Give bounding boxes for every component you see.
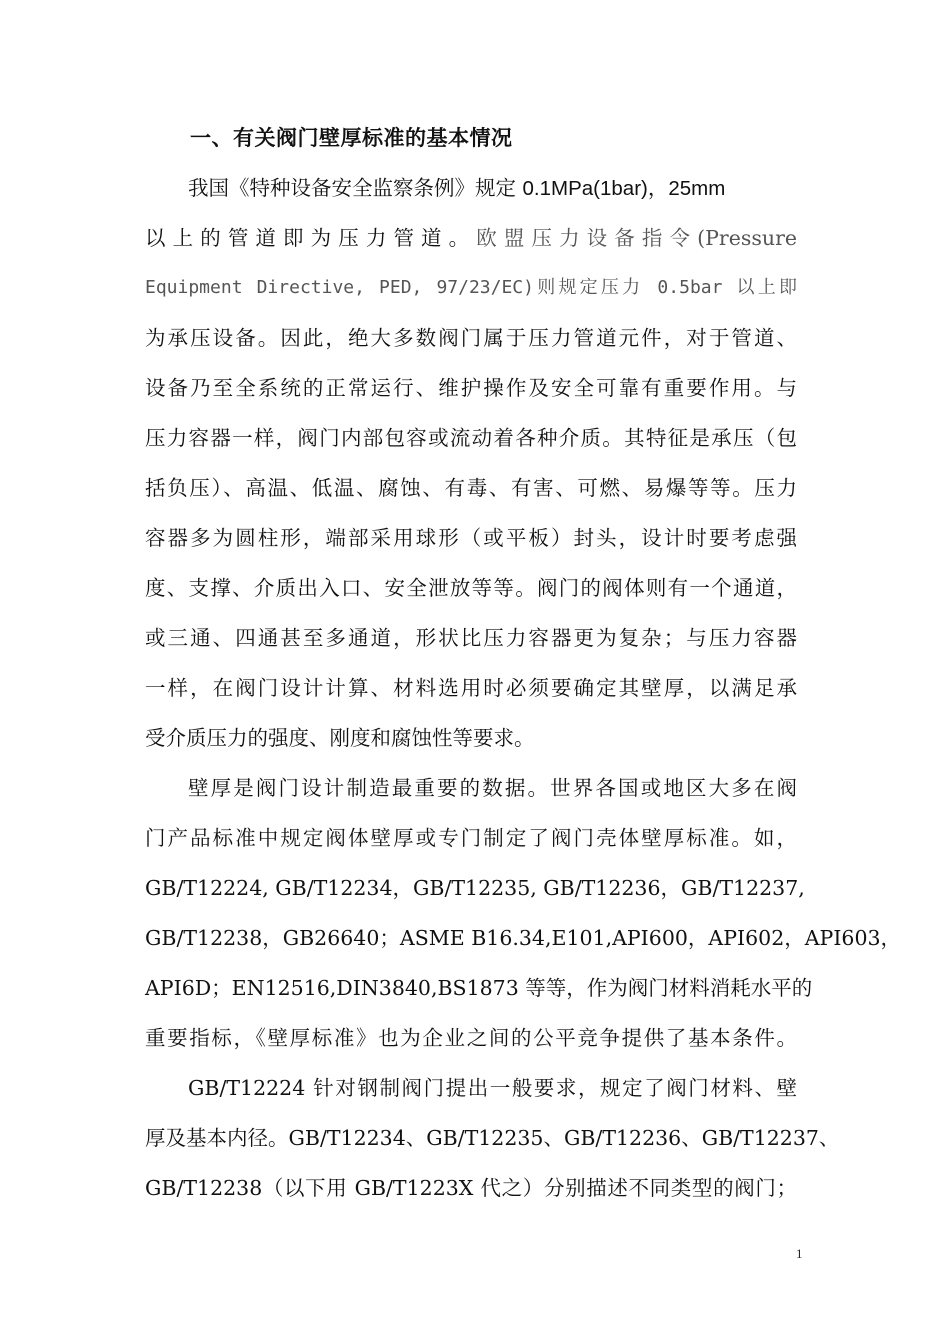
paragraph-1-line-11: 一样，在阀门设计计算、材料选用时必须要确定其壁厚，以满足承	[145, 676, 797, 700]
paragraph-1-line-2	[145, 222, 797, 254]
paragraph-1-line-2-grey: 欧盟压力设备指令(Pressure	[476, 226, 798, 250]
paragraph-2-line-3: GB/T12224, GB/T12234，GB/T12235, GB/T12236，GB/T12237,	[145, 876, 805, 900]
paragraph-2-line-5: API6D；EN12516,DIN3840,BS1873 等等，作为阀门材料消耗水平的	[145, 976, 813, 1000]
section-heading: 一、有关阀门壁厚标准的基本情况	[190, 126, 513, 150]
paragraph-1-line-4: 为承压设备。因此，绝大多数阀门属于压力管道元件，对于管道、	[145, 326, 797, 350]
paragraph-3-line-3: GB/T12238（以下用 GB/T1223X 代之）分别描述不同类型的阀门；	[145, 1176, 797, 1200]
paragraph-1-line-9: 度、支撑、介质出入口、安全泄放等等。阀门的阀体则有一个通道，	[145, 576, 797, 600]
paragraph-3-line-1: GB/T12224 针对钢制阀门提出一般要求，规定了阀门材料、壁	[188, 1076, 797, 1100]
paragraph-2-line-4: GB/T12238，GB26640；ASME B16.34,E101,API600，API602，API603，	[145, 926, 902, 950]
paragraph-1-line-10: 或三通、四通甚至多通道，形状比压力容器更为复杂；与压力容器	[145, 626, 797, 650]
paragraph-1-line-6: 压力容器一样，阀门内部包容或流动着各种介质。其特征是承压（包	[145, 426, 797, 450]
paragraph-1-line-1	[188, 172, 797, 205]
paragraph-1-line-2-main: 以上的管道即为压力管道。	[145, 226, 477, 250]
paragraph-1-line-1-suffix: 0.1MPa(1bar)，25mm	[522, 177, 726, 200]
paragraph-1-line-3: Equipment Directive, PED, 97/23/EC)则规定压力 0.5bar 以上即	[145, 277, 797, 298]
page-number: 1	[796, 1246, 803, 1261]
paragraph-1-line-12: 受介质压力的强度、刚度和腐蚀性等要求。	[145, 726, 535, 750]
paragraph-2-line-2: 门产品标准中规定阀体壁厚或专门制定了阀门壳体壁厚标准。如，	[145, 826, 797, 850]
paragraph-2-line-1: 壁厚是阀门设计制造最重要的数据。世界各国或地区大多在阀	[188, 776, 797, 800]
paragraph-1-line-8: 容器多为圆柱形，端部采用球形（或平板）封头，设计时要考虑强	[145, 526, 797, 550]
paragraph-1-line-7: 括负压）、高温、低温、腐蚀、有毒、有害、可燃、易爆等等。压力	[145, 476, 797, 500]
paragraph-1-line-5: 设备乃至全系统的正常运行、维护操作及安全可靠有重要作用。与	[145, 376, 797, 400]
paragraph-2-line-6: 重要指标，《壁厚标准》也为企业之间的公平竞争提供了基本条件。	[145, 1026, 797, 1050]
paragraph-1-line-1-prefix: 我国《特种设备安全监察条例》规定	[188, 176, 523, 200]
paragraph-3-line-2: 厚及基本内径。GB/T12234、GB/T12235、GB/T12236、GB/T12237、	[145, 1126, 840, 1150]
